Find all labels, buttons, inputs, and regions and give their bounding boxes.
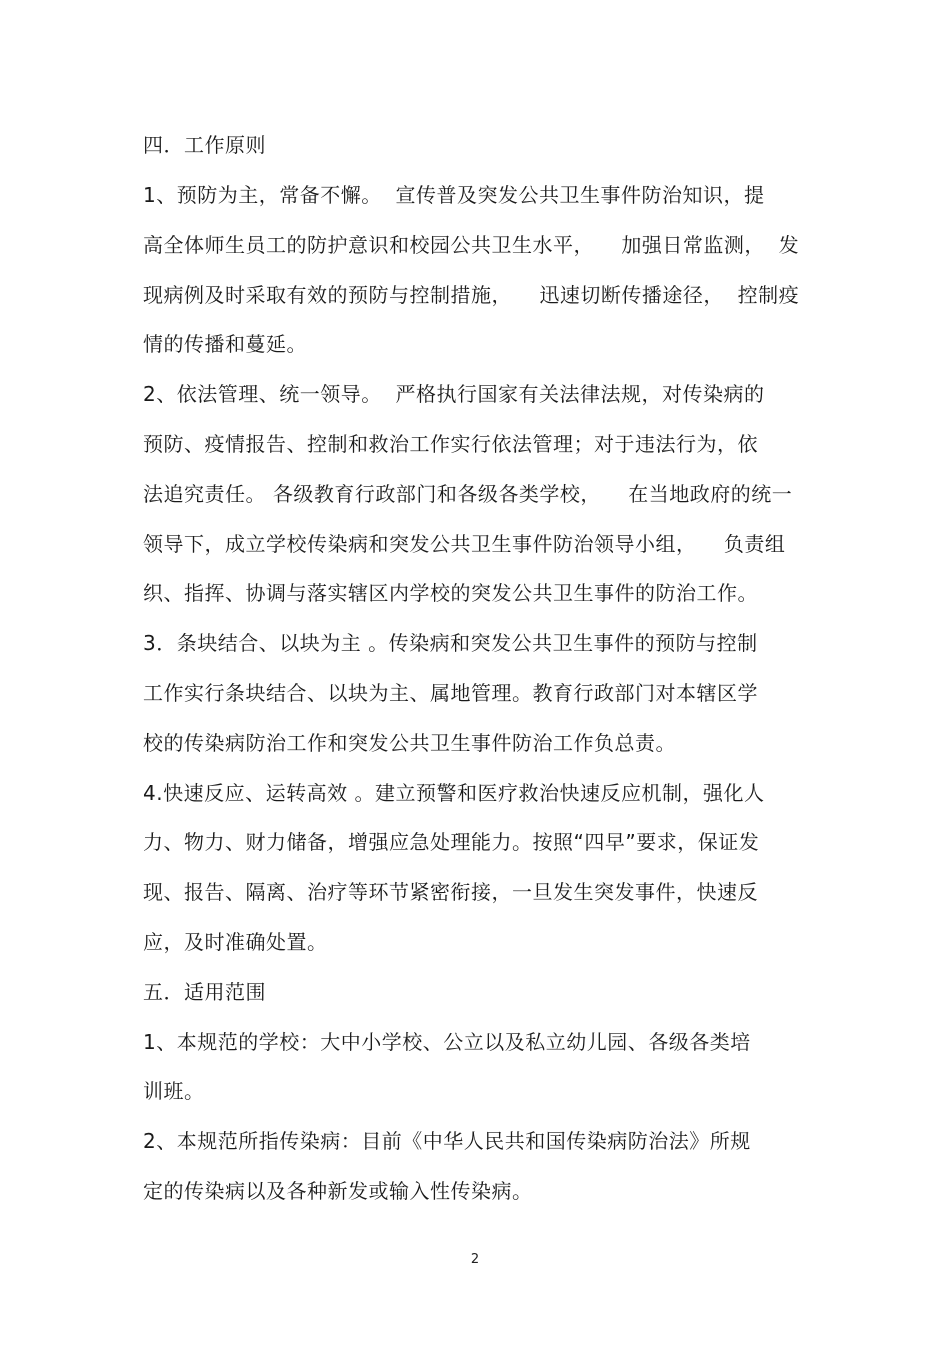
- text-line: 1、本规范的学校：大中小学校、公立以及私立幼儿园、各级各类培: [143, 1030, 751, 1054]
- page-number: 2: [470, 1252, 480, 1267]
- text-line: 高全体师生员工的防护意识和校园公共卫生水平， 加强日常监测， 发: [143, 233, 800, 257]
- text-line: 3．条块结合、以块为主 。传染病和突发公共卫生事件的预防与控制: [143, 631, 758, 655]
- text-line: 预防、疫情报告、控制和救治工作实行依法管理；对于违法行为，依: [143, 432, 758, 456]
- text-line: 工作实行条块结合、以块为主、属地管理。教育行政部门对本辖区学: [143, 681, 758, 705]
- text-line: 应，及时准确处置。: [143, 930, 328, 954]
- text-line: 法追究责任。 各级教育行政部门和各级各类学校， 在当地政府的统一: [143, 482, 793, 506]
- text-line: 领导下，成立学校传染病和突发公共卫生事件防治领导小组， 负责组: [143, 532, 786, 556]
- text-line: 2、本规范所指传染病：目前《中华人民共和国传染病防治法》所规: [143, 1129, 751, 1153]
- text-line: 现、报告、隔离、治疗等环节紧密衔接，一旦发生突发事件，快速反: [143, 880, 758, 904]
- text-line: 校的传染病防治工作和突发公共卫生事件防治工作负总责。: [143, 731, 676, 755]
- text-line: 力、物力、财力储备，增强应急处理能力。按照“四早”要求，保证发: [143, 830, 760, 854]
- text-line: 4.快速反应、运转高效 。建立预警和医疗救治快速反应机制，强化人: [143, 781, 765, 805]
- text-line: 织、指挥、协调与落实辖区内学校的突发公共卫生事件的防治工作。: [143, 581, 758, 605]
- text-line: 定的传染病以及各种新发或输入性传染病。: [143, 1179, 533, 1203]
- text-line: 训班。: [143, 1079, 205, 1103]
- text-line: 1、预防为主，常备不懈。 宣传普及突发公共卫生事件防治知识，提: [143, 183, 765, 207]
- text-line: 2、依法管理、统一领导。 严格执行国家有关法律法规，对传染病的: [143, 382, 765, 406]
- text-line: 情的传播和蔓延。: [143, 332, 307, 356]
- text-line: 现病例及时采取有效的预防与控制措施， 迅速切断传播途径， 控制疫: [143, 283, 800, 307]
- section-heading-principles: 四．工作原则: [143, 133, 266, 157]
- section-heading-scope: 五．适用范围: [143, 980, 266, 1004]
